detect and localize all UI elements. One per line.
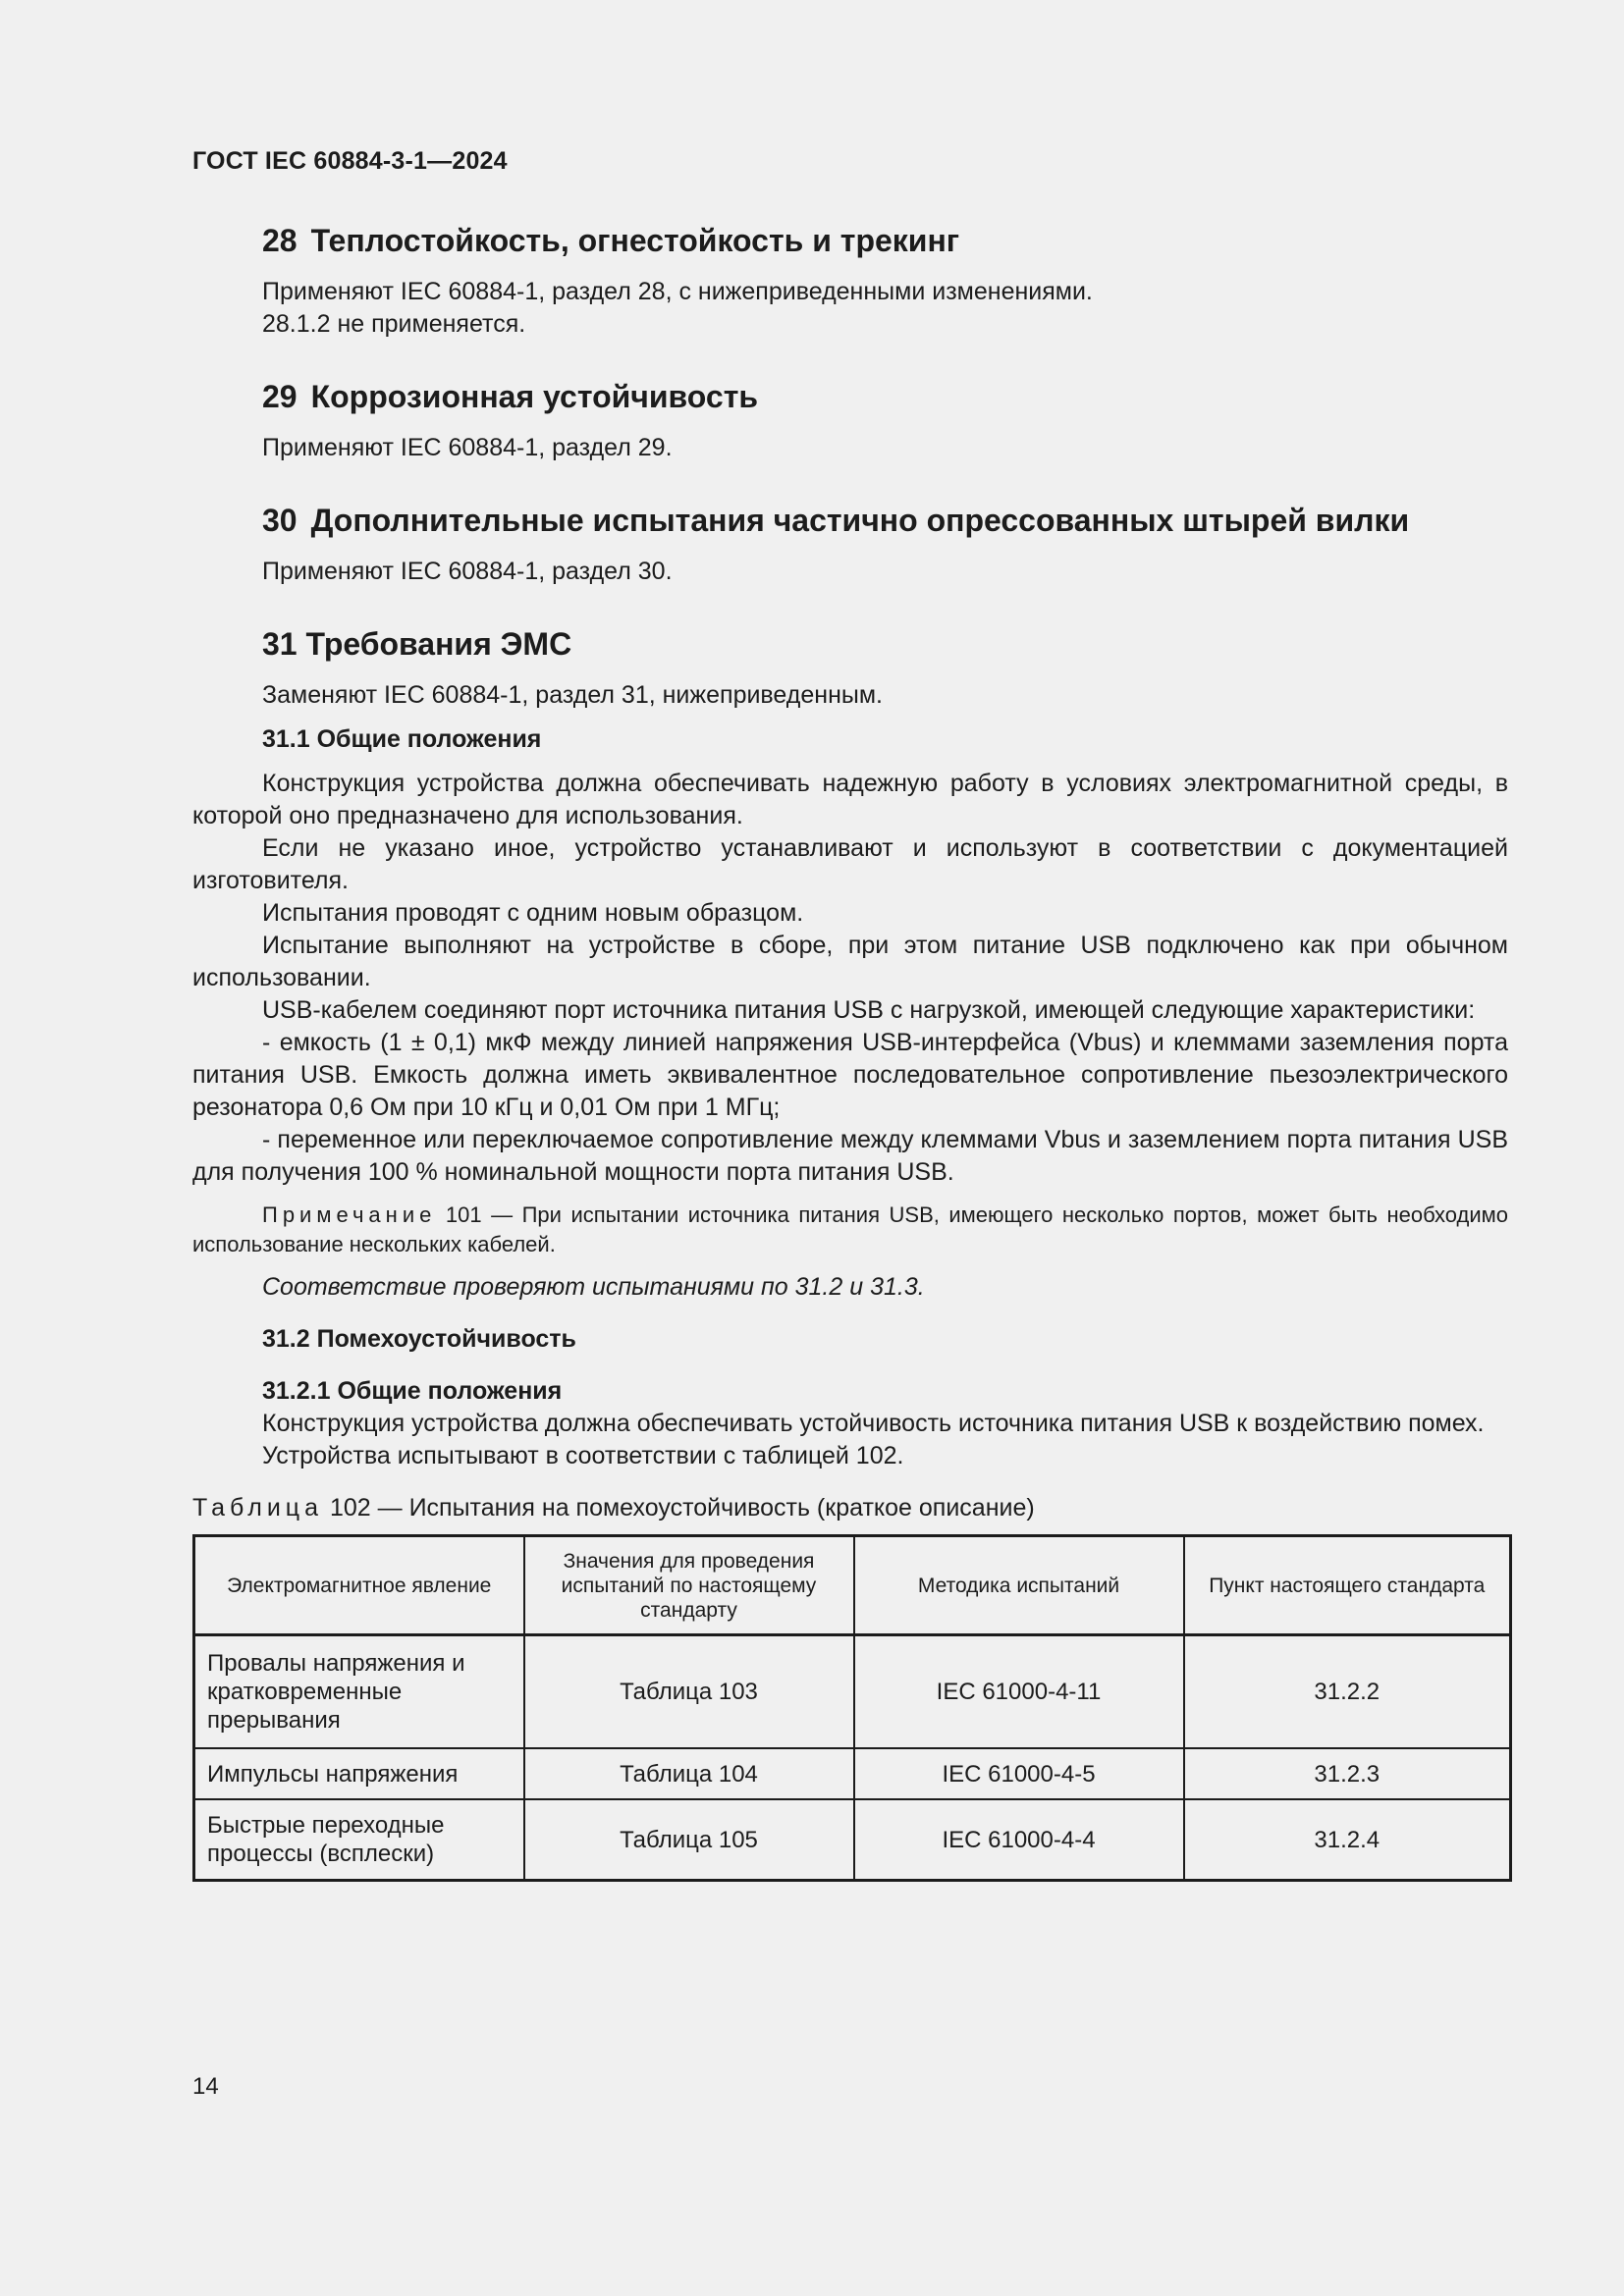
- subsection-31-2-1-heading: 31.2.1 Общие положения: [262, 1377, 563, 1405]
- column-header: Методика испытаний: [854, 1536, 1184, 1635]
- note-label: Примечание: [262, 1202, 437, 1227]
- column-header: Электромагнитное явление: [194, 1536, 524, 1635]
- paragraph: USB-кабелем соединяют порт источника питания USB с нагрузкой, имеющей следующие характеристики:: [262, 996, 1476, 1024]
- section-29-heading: [192, 377, 1508, 416]
- paragraph: Если не указано иное, устройство устанавливают и используют в соответствии с документацией изготовителя.: [192, 834, 1508, 894]
- paragraph: Применяют IEC 60884-1, раздел 28, с нижеприведенными изменениями.: [262, 278, 1093, 305]
- compliance-statement: Соответствие проверяют испытаниями по 31.2 и 31.3.: [262, 1273, 925, 1301]
- table-cell: IEC 61000-4-5: [854, 1748, 1184, 1799]
- paragraph: Заменяют IEC 60884-1, раздел 31, нижеприведенным.: [262, 681, 883, 709]
- table-cell: 31.2.2: [1184, 1635, 1511, 1749]
- section-title: Теплостойкость, огнестойкость и трекинг: [310, 223, 960, 258]
- table-cell: IEC 61000-4-11: [854, 1635, 1184, 1749]
- section-31-heading: 31 Требования ЭМС: [262, 626, 572, 662]
- table-row: [194, 1635, 1511, 1749]
- table-cell: Импульсы напряжения: [194, 1748, 524, 1799]
- paragraph: Устройства испытывают в соответствии с таблицей 102.: [262, 1442, 904, 1469]
- paragraph: Испытание выполняют на устройстве в сборе, при этом питание USB подключено как при обычном использовании.: [192, 932, 1508, 991]
- paragraph: 28.1.2 не применяется.: [262, 310, 526, 338]
- section-28-heading: [192, 221, 1508, 260]
- immunity-tests-table: [192, 1534, 1512, 1882]
- table-row: [194, 1748, 1511, 1799]
- paragraph: Конструкция устройства должна обеспечивать надежную работу в условиях электромагнитной среды, в которой оно предназначено для использования.: [192, 770, 1508, 829]
- table-cell: Быстрые переходные процессы (всплески): [194, 1799, 524, 1881]
- page-content: [192, 221, 1508, 1882]
- list-item: - емкость (1 ± 0,1) мкФ между линией напряжения USB-интерфейса (Vbus) и клеммами заземления порта питания USB. Емкость должна иметь эквивалентное последовательное сопротивление пьезоэлектрического резонатора 0,6 Ом при 10 кГц и 0,01 Ом при 1 МГц;: [192, 1029, 1508, 1121]
- section-30-heading: [192, 501, 1508, 540]
- table-cell: Таблица 104: [524, 1748, 854, 1799]
- section-number: 30: [262, 503, 298, 538]
- table-cell: IEC 61000-4-4: [854, 1799, 1184, 1881]
- paragraph: Применяют IEC 60884-1, раздел 29.: [262, 434, 673, 461]
- table-cell: 31.2.3: [1184, 1748, 1511, 1799]
- table-row: [194, 1799, 1511, 1881]
- table-caption: [192, 1492, 1508, 1524]
- section-number: 29: [262, 379, 298, 414]
- note-text: 101 — При испытании источника питания USB, имеющего несколько портов, может быть необходимо использование нескольких кабелей.: [192, 1202, 1508, 1256]
- subsection-31-1-heading: 31.1 Общие положения: [262, 725, 542, 753]
- section-number: 28: [262, 223, 298, 258]
- table-caption-text: 102 — Испытания на помехоустойчивость (краткое описание): [323, 1494, 1035, 1522]
- section-title: Дополнительные испытания частично опрессованных штырей вилки: [310, 503, 1410, 538]
- page-number: 14: [192, 2073, 219, 2100]
- column-header: Значения для проведения испытаний по настоящему стандарту: [524, 1536, 854, 1635]
- table-cell: Провалы напряжения и кратковременные прерывания: [194, 1635, 524, 1749]
- list-item: - переменное или переключаемое сопротивление между клеммами Vbus и заземлением порта питания USB для получения 100 % номинальной мощности порта питания USB.: [192, 1126, 1508, 1186]
- table-caption-label: Таблица: [192, 1494, 324, 1522]
- table-header-row: [194, 1536, 1511, 1635]
- running-header: ГОСТ IEC 60884-3-1—2024: [192, 147, 508, 175]
- paragraph: Применяют IEC 60884-1, раздел 30.: [262, 558, 673, 585]
- subsection-31-2-heading: 31.2 Помехоустойчивость: [262, 1325, 576, 1353]
- table-cell: Таблица 105: [524, 1799, 854, 1881]
- paragraph: Конструкция устройства должна обеспечивать устойчивость источника питания USB к воздействию помех.: [262, 1410, 1485, 1437]
- section-title: Коррозионная устойчивость: [310, 379, 759, 414]
- table-cell: 31.2.4: [1184, 1799, 1511, 1881]
- paragraph: Испытания проводят с одним новым образцом.: [262, 899, 804, 927]
- column-header: Пункт настоящего стандарта: [1184, 1536, 1511, 1635]
- note: [192, 1201, 1508, 1259]
- table-cell: Таблица 103: [524, 1635, 854, 1749]
